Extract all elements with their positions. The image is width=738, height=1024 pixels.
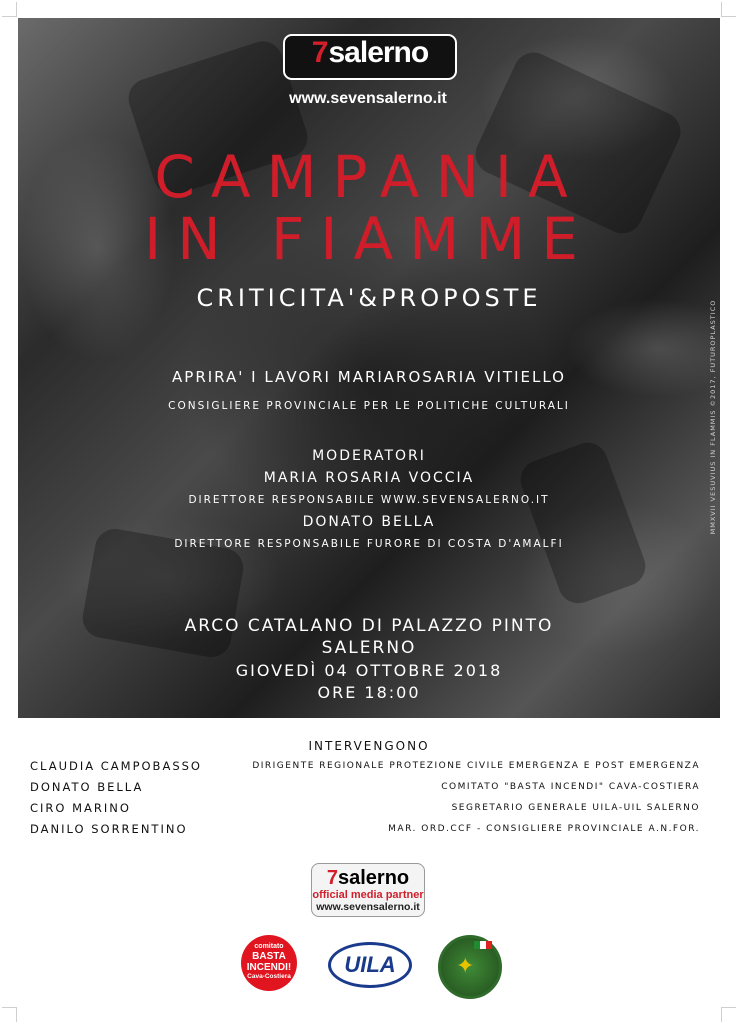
sevensalerno-logo: 7salerno — [283, 34, 457, 80]
crop-mark-bottom-left — [2, 1007, 17, 1022]
venue-name: ARCO CATALANO DI PALAZZO PINTO — [184, 616, 554, 636]
media-partner-tag: official media partner — [312, 889, 424, 901]
event-time: ORE 18:00 — [317, 683, 421, 702]
speaker-role: DIRIGENTE REGIONALE PROTEZIONE CIVILE EMERGENZA E POST EMERGENZA — [252, 761, 700, 771]
media-partner-logo: 7salerno official media partner www.sevensalerno.it — [311, 863, 425, 917]
speakers-heading: INTERVENGONO — [308, 739, 430, 753]
logo-url: www.sevensalerno.it — [289, 90, 447, 107]
crop-mark-bottom-right — [721, 1007, 736, 1022]
opening-role: CONSIGLIERE PROVINCIALE PER LE POLITICHE CULTURALI — [168, 400, 570, 412]
moderator-name: MARIA ROSARIA VOCCIA — [263, 470, 475, 486]
speaker-name: DANILO SORRENTINO — [30, 822, 188, 836]
anfor-emblem — [438, 935, 502, 999]
poster-artwork — [18, 18, 720, 718]
moderator-role: DIRETTORE RESPONSABILE FURORE DI COSTA D'AMALFI — [174, 538, 564, 550]
media-partner-url: www.sevensalerno.it — [316, 901, 420, 913]
event-date: GIOVEDÌ 04 OTTOBRE 2018 — [235, 661, 503, 680]
speaker-name: CIRO MARINO — [30, 801, 131, 815]
speaker-row — [30, 780, 700, 798]
title-line-2: IN FIAMME — [144, 205, 594, 273]
italian-flag-icon — [474, 941, 492, 949]
uila-logo: UILA — [328, 942, 412, 988]
speaker-role: COMITATO "BASTA INCENDI" CAVA-COSTIERA — [441, 782, 700, 792]
moderators-heading: MODERATORI — [312, 448, 426, 464]
crop-mark-top-left — [2, 2, 17, 17]
opening-speaker: APRIRA' I LAVORI MARIAROSARIA VITIELLO — [172, 368, 566, 386]
speaker-row — [30, 801, 700, 819]
speaker-name: CLAUDIA CAMPOBASSO — [30, 759, 202, 773]
speaker-row — [30, 822, 700, 840]
speaker-name: DONATO BELLA — [30, 780, 144, 794]
venue-city: SALERNO — [321, 638, 417, 658]
speaker-row — [30, 759, 700, 777]
speaker-role: MAR. ORD.CCF - CONSIGLIERE PROVINCIALE A.N.FOR. — [388, 824, 700, 834]
basta-incendi-badge: comitato BASTA INCENDI! Cava-Costiera — [241, 935, 297, 991]
moderator-role: DIRETTORE RESPONSABILE WWW.SEVENSALERNO.IT — [188, 494, 550, 506]
eagle-icon: ✦ — [456, 954, 475, 979]
title-line-1: CAMPANIA — [154, 143, 584, 211]
artwork-credit: MMXVII VESUVIUS IN FLAMMIS ©2017, FUTUROPLASTICO — [709, 299, 717, 535]
subtitle: CRITICITA'&PROPOSTE — [196, 284, 542, 312]
crop-mark-top-right — [721, 2, 736, 17]
moderator-name: DONATO BELLA — [302, 514, 436, 530]
speaker-role: SEGRETARIO GENERALE UILA-UIL SALERNO — [451, 803, 700, 813]
